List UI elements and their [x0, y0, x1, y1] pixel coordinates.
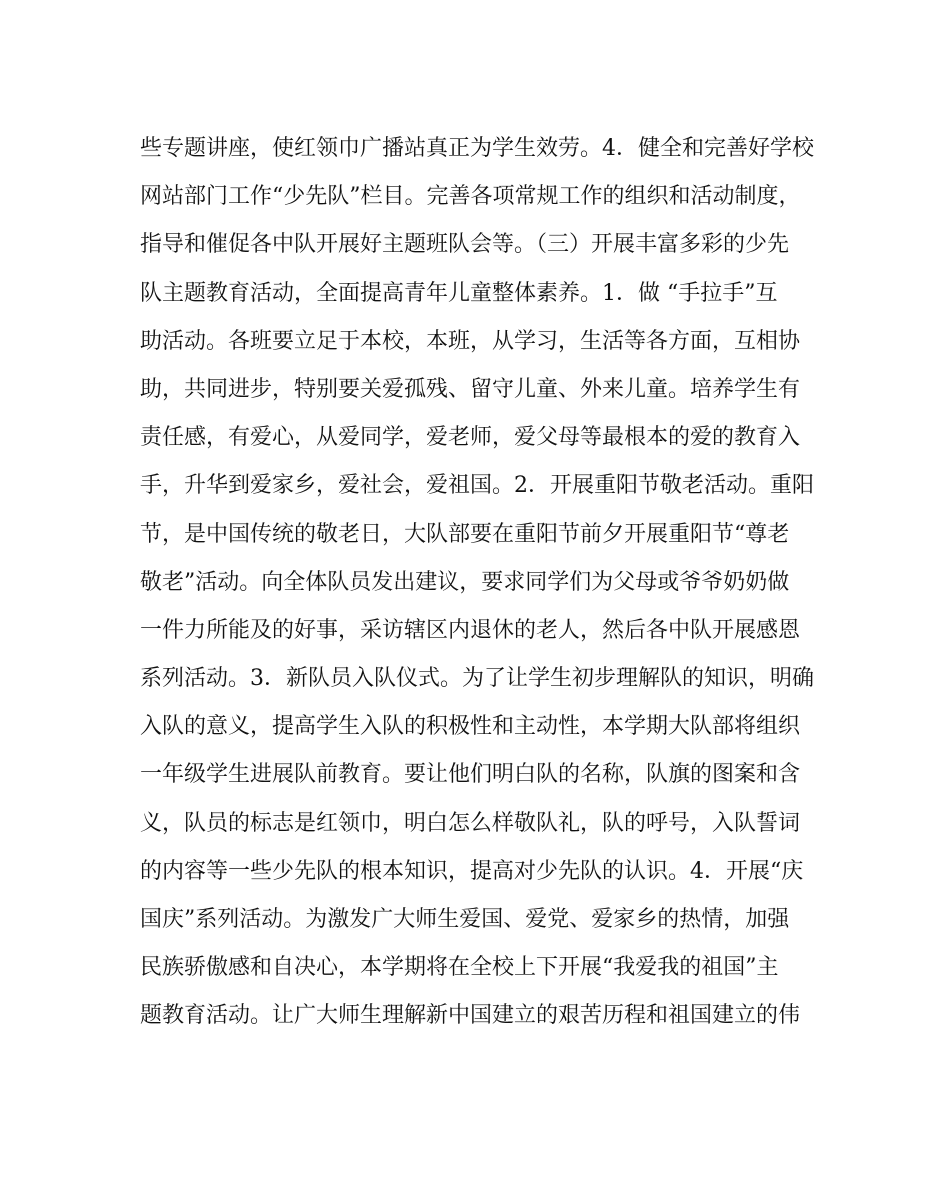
- text-line: 责任感，有爱心，从爱同学，爱老师，爱父母等最根本的爱的教育入: [140, 425, 801, 451]
- text-line: 的内容等一些少先队的根本知识，提高对少先队的认识。4．开展“庆: [140, 858, 804, 884]
- body-text: [140, 125, 840, 1041]
- text-line: 些专题讲座，使红领巾广播站真正为学生效劳。4．健全和完善好学校: [140, 136, 814, 161]
- text-line: 题教育活动。让广大师生理解新中国建立的艰苦历程和祖国建立的伟: [140, 1003, 801, 1029]
- text-line: 指导和催促各中队开展好主题班队会等。（三）开展丰富多彩的少先: [140, 232, 790, 258]
- text-line: 民族骄傲感和自决心，本学期将在全校上下开展“我爱我的祖国”主: [140, 955, 779, 981]
- text-line: 义，队员的标志是红领巾，明白怎么样敬队礼，队的呼号，入队誓词: [140, 810, 801, 836]
- text-line: 助活动。各班要立足于本校，本班，从学习，生活等各方面，互相协: [140, 328, 801, 354]
- text-line: 网站部门工作“少先队”栏目。完善各项常规工作的组织和活动制度，: [140, 184, 801, 210]
- text-line: 队主题教育活动，全面提高青年儿童整体素养。1．做 “手拉手”互: [140, 280, 778, 306]
- text-line: 助，共同进步，特别要关爱孤残、留守儿童、外来儿童。培养学生有: [140, 376, 801, 402]
- text-line: 入队的意义，提高学生入队的积极性和主动性，本学期大队部将组织: [140, 714, 801, 740]
- text-line: 手，升华到爱家乡，爱社会，爱祖国。2．开展重阳节敬老活动。重阳: [140, 473, 814, 499]
- text-line: 系列活动。3．新队员入队仪式。为了让学生初步理解队的知识，明确: [140, 666, 814, 692]
- text-line: 敬老”活动。向全体队员发出建议，要求同学们为父母或爷爷奶奶做: [140, 569, 790, 595]
- text-line: 国庆”系列活动。为激发广大师生爱国、爱党、爱家乡的热情，加强: [140, 907, 790, 932]
- text-line: 节，是中国传统的敬老日，大队部要在重阳节前夕开展重阳节“尊老: [140, 521, 790, 547]
- text-line: 一年级学生进展队前教育。要让他们明白队的名称，队旗的图案和含: [140, 762, 801, 788]
- text-line: 一件力所能及的好事，采访辖区内退休的老人，然后各中队开展感恩: [140, 617, 801, 643]
